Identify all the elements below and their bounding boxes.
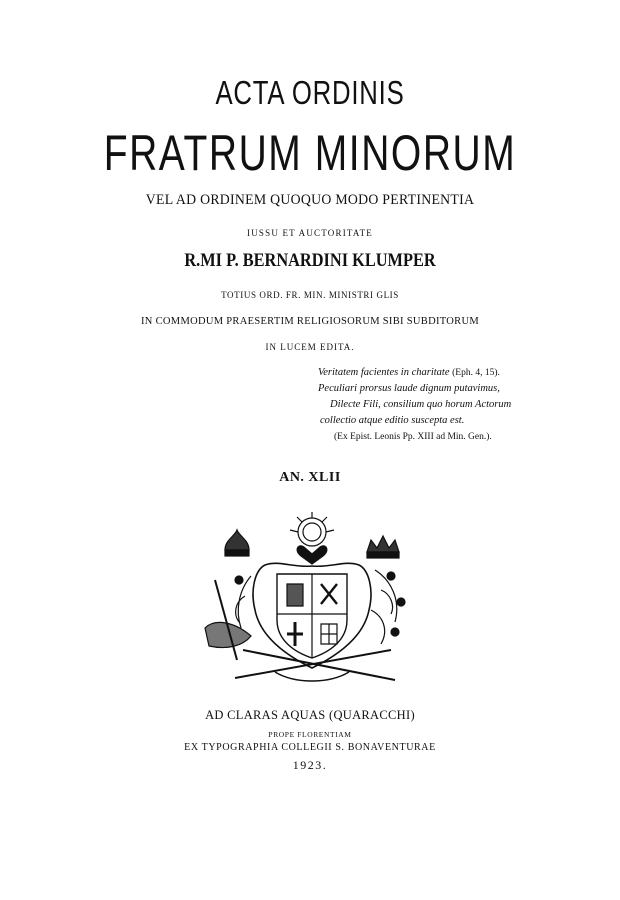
- subtitle: VEL AD ORDINEM QUOQUO MODO PERTINENTIA: [145, 192, 475, 208]
- volume-year-label: AN. XLII: [279, 470, 341, 485]
- imprint-printer: EX TYPOGRAPHIA COLLEGII S. BONAVENTURAE: [184, 742, 436, 753]
- imprint-place: AD CLARAS AQUAS (QUARACCHI): [205, 708, 415, 722]
- imprint-near: PROPE FLORENTIAM: [268, 730, 352, 739]
- epigraph-line-1: [318, 365, 538, 381]
- imprint-year: 1923.: [292, 758, 328, 772]
- title-line-2: FRATRUM MINORUM: [103, 125, 517, 181]
- edition-line: IN LUCEM EDITA.: [265, 342, 355, 352]
- epigraph-reference: (Eph. 4, 15).: [452, 368, 500, 378]
- franciscan-coat-of-arms-icon: [195, 510, 430, 690]
- epigraph-line-4: collectio atque editio suscepta est.: [320, 415, 465, 426]
- purpose-line: IN COMMODUM PRAESERTIM RELIGIOSORUM SIBI SUBDITORUM: [141, 316, 479, 327]
- title-line-1: ACTA ORDINIS: [215, 74, 405, 111]
- epigraph-source: (Ex Epist. Leonis Pp. XIII ad Min. Gen.).: [334, 432, 492, 442]
- epigraph-line-2: Peculiari prorsus laude dignum putavimus,: [318, 383, 500, 394]
- epigraph-text-1: Veritatem facientes in charitate: [318, 367, 450, 378]
- epigraph: [318, 365, 538, 445]
- minister-title: TOTIUS ORD. FR. MIN. MINISTRI GLIS: [221, 290, 399, 300]
- minister-name: R.MI P. BERNARDINI KLUMPER: [184, 250, 436, 271]
- epigraph-line-3: Dilecte Fili, consilium quo horum Actorum: [330, 399, 512, 410]
- authority-line: IUSSU ET AUCTORITATE: [247, 228, 373, 238]
